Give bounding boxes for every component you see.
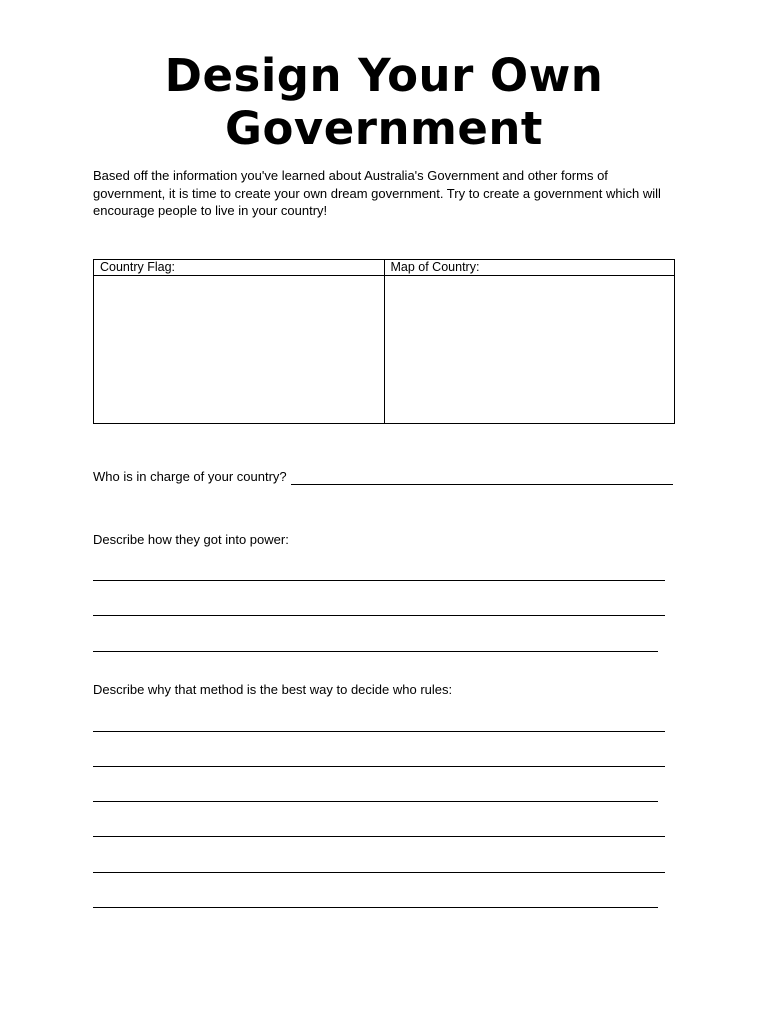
in-charge-question bbox=[93, 469, 673, 485]
why-method-answer-line[interactable] bbox=[93, 731, 665, 732]
map-of-country-drawing-area[interactable] bbox=[384, 276, 675, 424]
why-method-answer-line[interactable] bbox=[93, 907, 658, 908]
page-title: Design Your Own Government bbox=[164, 49, 604, 155]
country-flag-label: Country Flag: bbox=[94, 260, 385, 276]
why-method-answer-line[interactable] bbox=[93, 836, 665, 837]
in-charge-question-label: Who is in charge of your country? bbox=[93, 469, 287, 484]
how-power-answer-line[interactable] bbox=[93, 615, 665, 616]
why-method-answer-line[interactable] bbox=[93, 801, 658, 802]
intro-paragraph: Based off the information you've learned about Australia's Government and other forms of government, it is time to create your own dream government. Try to create a government which will encourage people to live in your country! bbox=[93, 168, 661, 219]
flag-map-table bbox=[93, 259, 675, 424]
map-of-country-label: Map of Country: bbox=[384, 260, 675, 276]
how-power-answer-line[interactable] bbox=[93, 580, 665, 581]
how-power-answer-line[interactable] bbox=[93, 651, 658, 652]
how-power-question-label: Describe how they got into power: bbox=[93, 532, 289, 547]
why-method-answer-line[interactable] bbox=[93, 766, 665, 767]
why-method-answer-line[interactable] bbox=[93, 872, 665, 873]
in-charge-answer-line[interactable] bbox=[291, 471, 673, 485]
country-flag-drawing-area[interactable] bbox=[94, 276, 385, 424]
why-method-question-label: Describe why that method is the best way to decide who rules: bbox=[93, 682, 453, 697]
